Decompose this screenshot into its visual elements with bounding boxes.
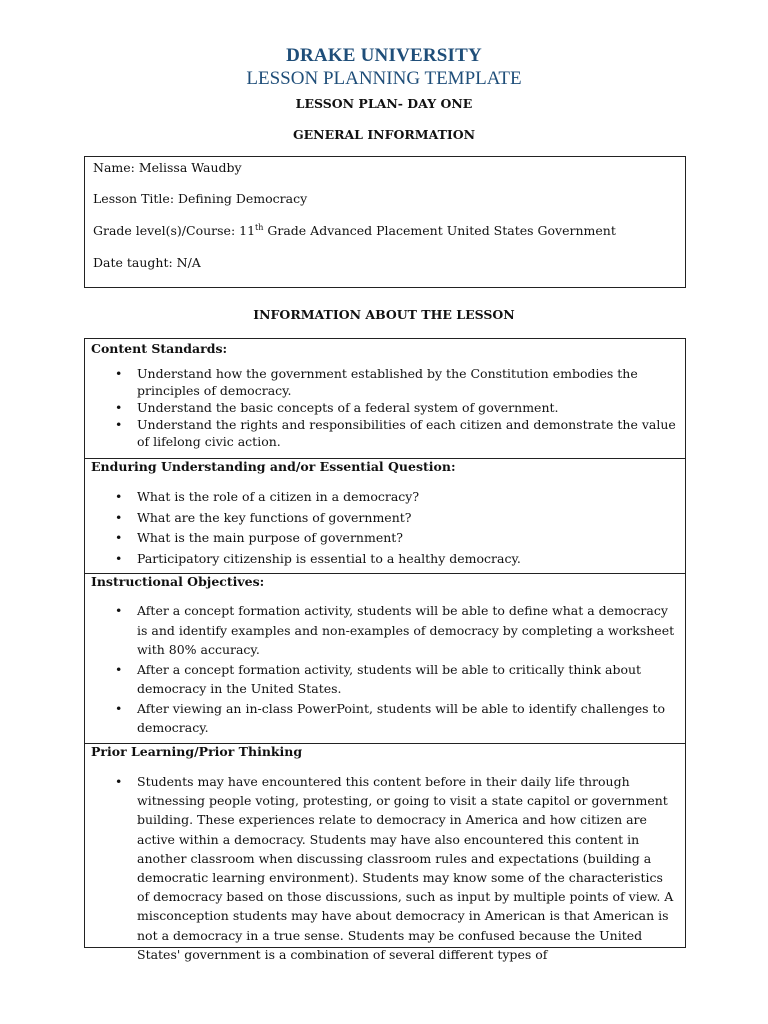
grade-prefix: Grade level(s)/Course: 11 xyxy=(93,223,256,239)
prior-list xyxy=(85,772,685,964)
content-standards-section xyxy=(85,339,685,458)
list-item: • Understand how the government established by the Constitution embodies the principles of democracy. xyxy=(85,365,685,399)
enduring-understanding-section xyxy=(85,458,685,574)
list-item: • After a concept formation activity, students will be able to define what a democracy is and identify examples and non-examples of democracy by completing a worksheet with 80% accuracy. xyxy=(85,601,685,660)
standards-list xyxy=(85,365,685,450)
list-item: • Participatory citizenship is essential to a healthy democracy. xyxy=(85,549,685,570)
instructional-objectives-section xyxy=(85,573,685,744)
lesson-title: Lesson Title: Defining Democracy xyxy=(93,191,308,206)
lesson-info-table xyxy=(84,338,686,962)
general-info-box xyxy=(84,156,686,288)
day-heading: LESSON PLAN- DAY ONE xyxy=(295,96,473,111)
general-info-heading: GENERAL INFORMATION xyxy=(292,127,476,142)
university-title: DRAKE UNIVERSITY xyxy=(286,45,482,66)
lesson-info-heading: INFORMATION ABOUT THE LESSON xyxy=(253,307,515,322)
teacher-name: Name: Melissa Waudby xyxy=(93,160,242,175)
list-item: • After viewing an in-class PowerPoint, students will be able to identify challenges to democracy. xyxy=(85,699,685,738)
section-title: Prior Learning/Prior Thinking xyxy=(91,744,303,759)
date-taught: Date taught: N/A xyxy=(93,255,201,270)
section-title: Enduring Understanding and/or Essential Question: xyxy=(91,459,456,474)
list-item: • What is the role of a citizen in a democracy? xyxy=(85,487,685,508)
section-title: Content Standards: xyxy=(91,341,228,356)
prior-learning-section xyxy=(85,743,685,962)
list-item: • What is the main purpose of government? xyxy=(85,528,685,549)
questions-list xyxy=(85,487,685,569)
grade-superscript: th xyxy=(255,223,264,232)
list-item: • Understand the rights and responsibilities of each citizen and demonstrate the value of lifelong civic action. xyxy=(85,416,685,450)
grade-course xyxy=(93,223,616,238)
list-item: • Understand the basic concepts of a federal system of government. xyxy=(85,399,685,416)
list-item: • After a concept formation activity, students will be able to critically think about democracy in the United States. xyxy=(85,660,685,699)
list-item: • What are the key functions of government? xyxy=(85,508,685,529)
template-title: LESSON PLANNING TEMPLATE xyxy=(246,68,522,89)
grade-suffix: Grade Advanced Placement United States Government xyxy=(263,223,616,239)
objectives-list xyxy=(85,601,685,738)
section-title: Instructional Objectives: xyxy=(91,574,265,589)
list-item: • Students may have encountered this content before in their daily life through witnessing people voting, protesting, or going to visit a state capitol or government building. These experiences relate to democracy in America and how citizen are active within a democracy. Students may have also encountered this content in another classroom when discussing classroom rules and expectations (building a democratic learning environment). Students may know some of the characteristics of democracy based on those discussions, such as input by multiple points of view. A misconception students may have about democracy in American is that American is not a democracy in a true sense. Students may be confused because the United States' government is a combination of several different types of xyxy=(85,772,685,964)
